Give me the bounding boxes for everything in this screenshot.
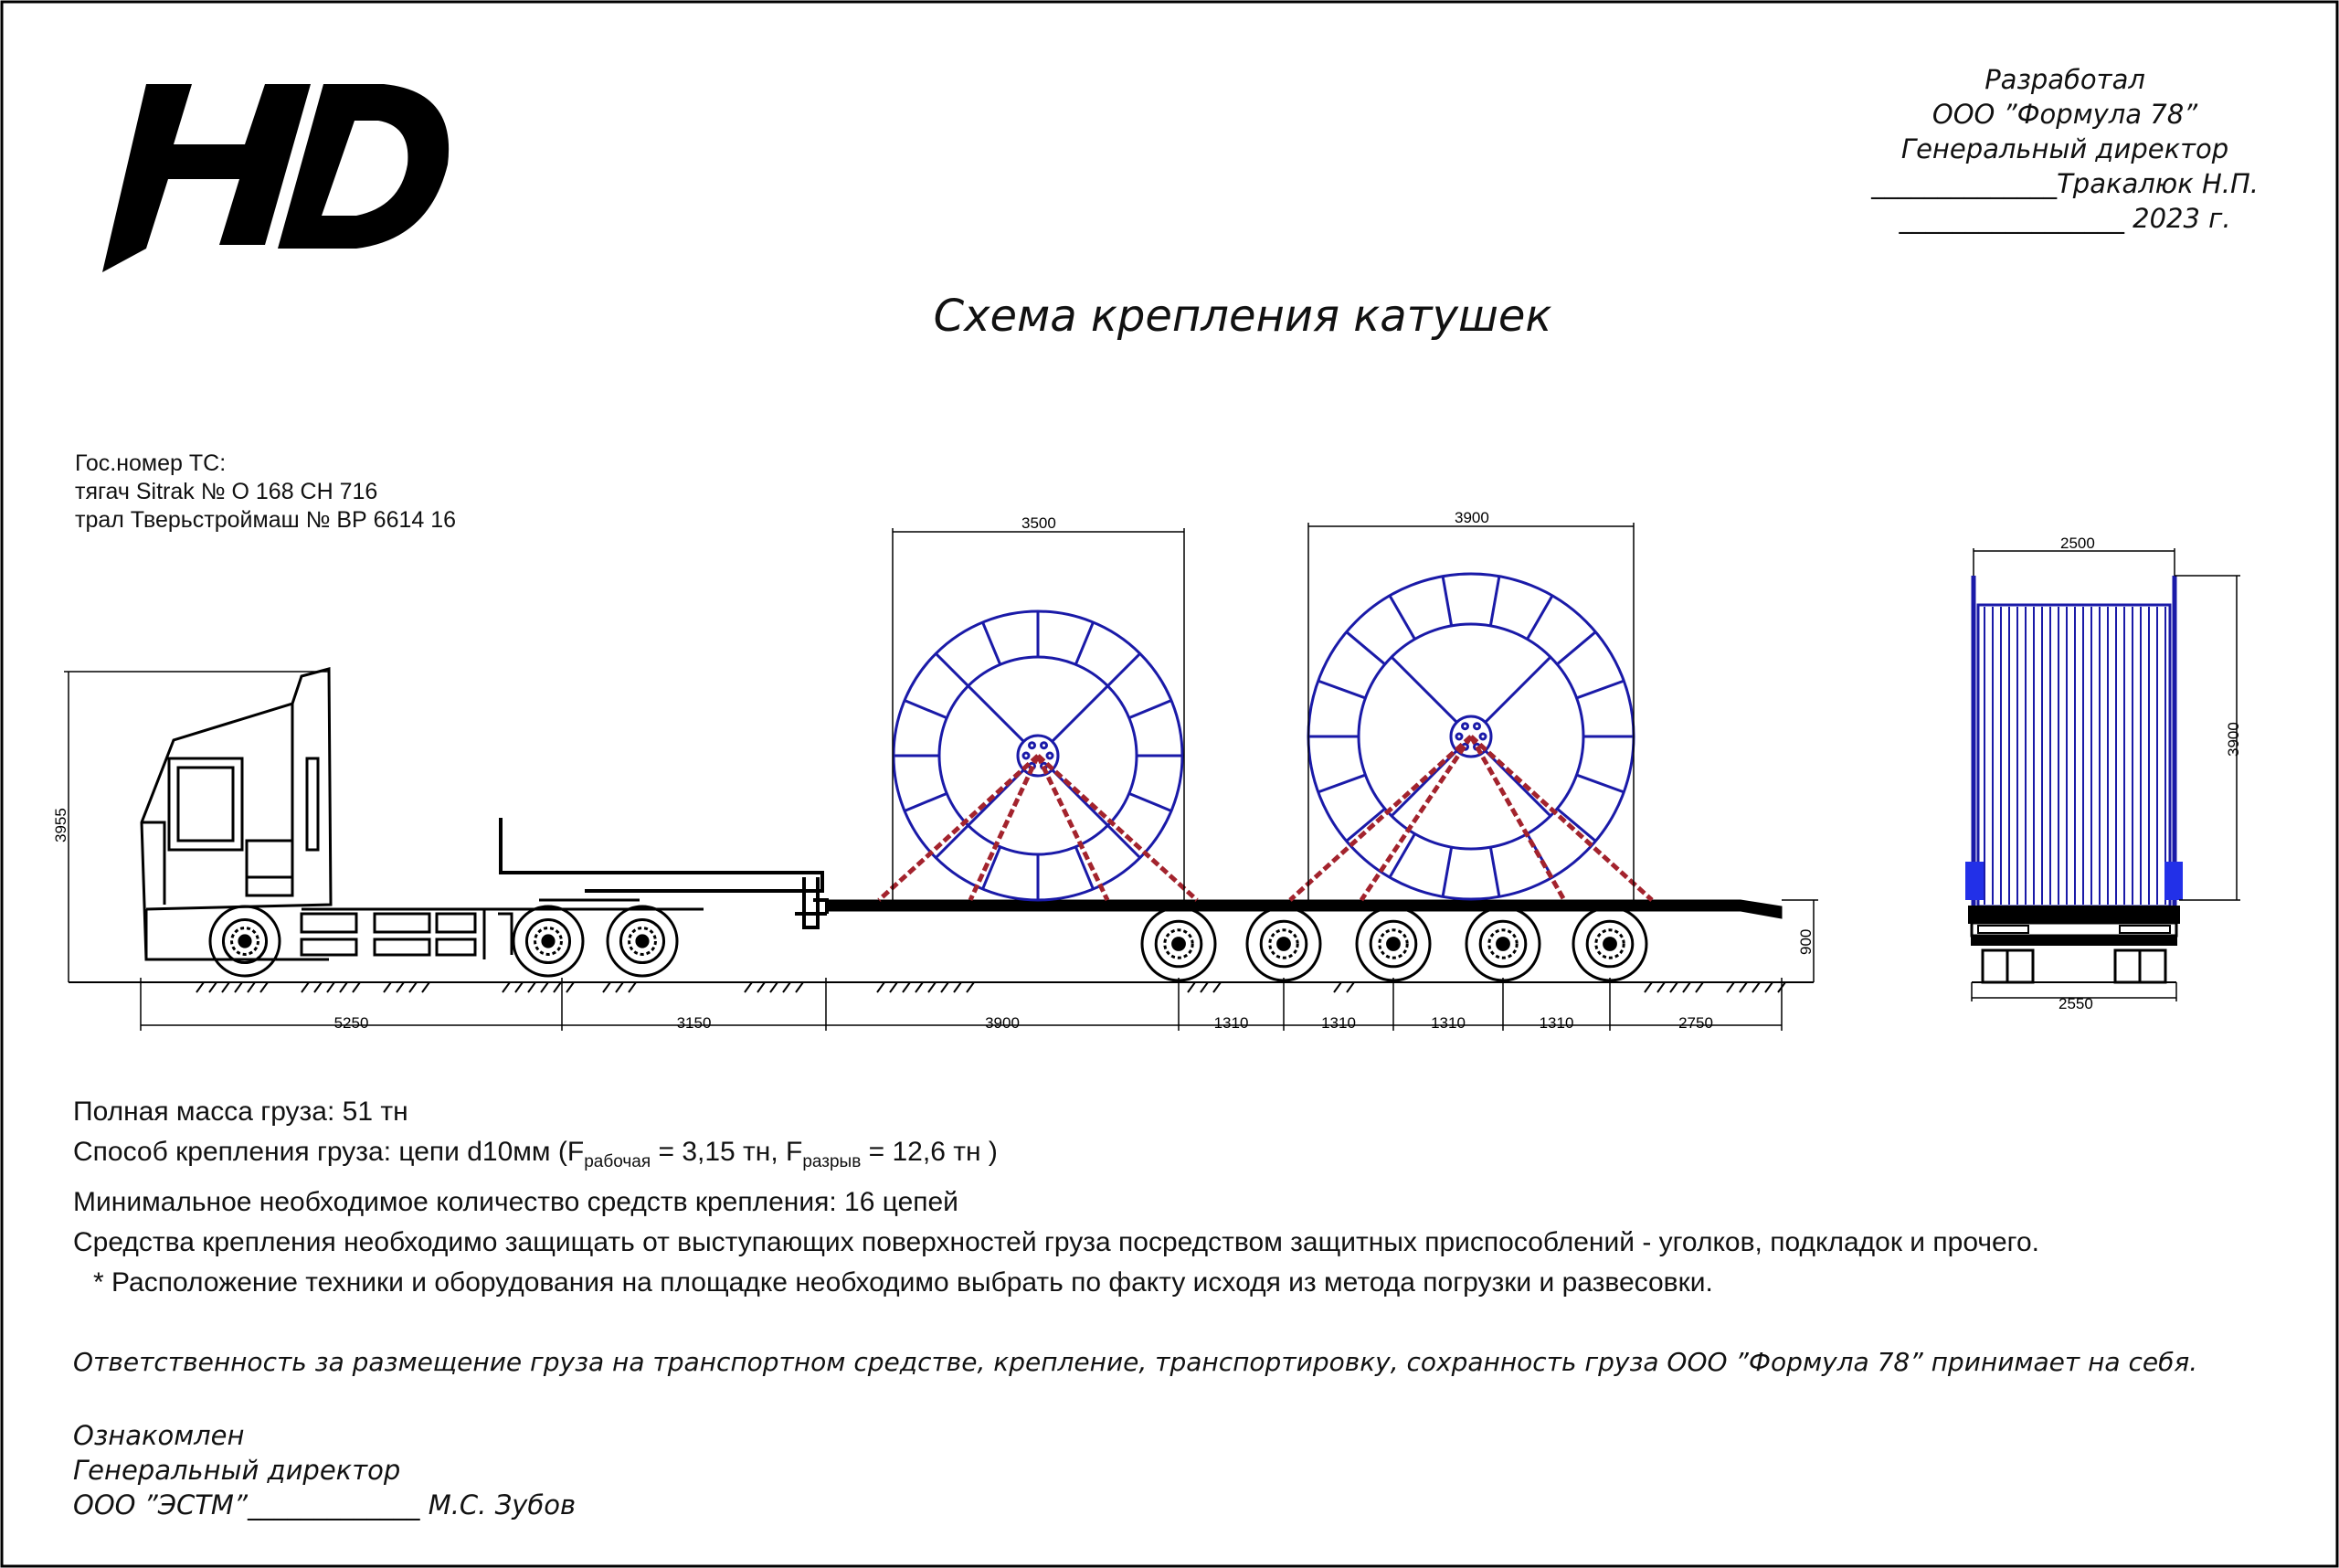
ground-hatch xyxy=(877,982,884,992)
drum-spoke xyxy=(983,622,1000,664)
chain xyxy=(970,756,1038,900)
drum-spoke xyxy=(1318,775,1366,792)
ground-hatch xyxy=(616,982,623,992)
ground-hatch xyxy=(528,982,535,992)
gooseneck xyxy=(501,818,827,927)
chain xyxy=(1290,736,1471,900)
ground-hatch xyxy=(1740,982,1747,992)
ground-hatch xyxy=(260,982,268,992)
ground-hatch xyxy=(397,982,404,992)
dim-bottom-label: 1310 xyxy=(1431,1014,1466,1032)
drum-spoke xyxy=(1577,775,1625,792)
dim-bottom-label: 1310 xyxy=(1321,1014,1356,1032)
drum-spoke xyxy=(936,653,968,685)
ground-hatch xyxy=(1752,982,1760,992)
acknowledgement-block xyxy=(73,1418,576,1522)
drum-spoke xyxy=(905,701,947,718)
dim-bottom-label: 1310 xyxy=(1213,1014,1249,1032)
ground-hatch xyxy=(1188,982,1195,992)
rear-bracket-right xyxy=(2165,863,2182,899)
drum-spoke xyxy=(1075,622,1093,664)
drum-spoke xyxy=(1443,847,1452,896)
dim-deck-height: 900 xyxy=(1797,928,1815,955)
ground-hatch xyxy=(1727,982,1734,992)
securing-method: Способ крепления груза: цепи d10мм ($F_{рабочая} = 3,15$ тн, $F_{разрыв} = 12,6$ тн ) xyxy=(73,1137,998,1171)
approval-block xyxy=(1871,62,2259,236)
trailer-deck xyxy=(827,900,1782,918)
wheel xyxy=(1357,907,1430,980)
vehicle-trailer: трал Тверьстроймаш № ВР 6614 16 xyxy=(75,507,457,533)
vehicle-tractor: тягач Sitrak № О 168 СН 716 xyxy=(75,479,378,504)
dim-truck-height: 3955 xyxy=(52,808,69,842)
dim-bottom-label: 1310 xyxy=(1539,1014,1574,1032)
drum-spoke xyxy=(1557,632,1595,664)
drum-strut xyxy=(1392,657,1456,722)
rear-bracket-left xyxy=(1966,863,1983,899)
wheel xyxy=(1573,907,1646,980)
drum-strut xyxy=(1486,751,1551,816)
ground-hatch xyxy=(302,982,309,992)
ground-hatch xyxy=(566,982,574,992)
drum-strut xyxy=(1053,686,1108,742)
ground-hatch xyxy=(515,982,523,992)
drum-spoke xyxy=(905,793,947,810)
dim-bottom-label: 3900 xyxy=(985,1014,1020,1032)
ack-position: Генеральный директор xyxy=(73,1455,401,1486)
ground-hatch xyxy=(384,982,391,992)
rear-drum-slats xyxy=(1984,607,2165,905)
cargo-info xyxy=(73,1092,2039,1303)
bottom-dimension-labels xyxy=(334,1014,1713,1032)
dim-bottom-label: 5250 xyxy=(333,1014,369,1032)
ground-hatch xyxy=(235,982,242,992)
ground-hatch xyxy=(1765,982,1773,992)
ground-hatch xyxy=(327,982,334,992)
ground-hatch xyxy=(340,982,347,992)
vehicle-registration xyxy=(75,450,456,535)
ground-hatch xyxy=(1347,982,1354,992)
chain xyxy=(1471,736,1652,900)
ground-hatch xyxy=(954,982,961,992)
approval-signature: ______________Тракалюк Н.П. xyxy=(1871,168,2259,199)
dim-rear-top-width: 2500 xyxy=(2060,535,2095,552)
drum-spoke xyxy=(1577,681,1625,698)
ground-hatch xyxy=(1645,982,1652,992)
ground-hatch xyxy=(222,982,229,992)
ground-hatch xyxy=(603,982,610,992)
ground-hatch xyxy=(941,982,948,992)
wheel xyxy=(513,906,583,976)
drum-spoke xyxy=(936,825,968,857)
ground-hatch xyxy=(890,982,897,992)
dim-rear-height: 3900 xyxy=(2225,722,2242,757)
protection-note: Средства крепления необходимо защищать от выступающих поверхностей груза посредством защитных приспособлений - уголков, подкладок и прочего. xyxy=(73,1227,2039,1257)
ground-hatch xyxy=(629,982,636,992)
wheel xyxy=(1142,907,1215,980)
drum-spoke xyxy=(1443,577,1452,626)
wheel xyxy=(210,906,280,976)
ground-hatching xyxy=(196,982,1785,992)
wheel xyxy=(1247,907,1320,980)
ground-hatch xyxy=(248,982,255,992)
ground-hatch xyxy=(196,982,204,992)
dim-bottom-label: 2750 xyxy=(1678,1014,1713,1032)
ground-hatch xyxy=(554,982,561,992)
drum-spoke xyxy=(1347,632,1385,664)
bottom-dimension-ticks xyxy=(141,978,1782,1031)
page-title: Схема крепления катушек xyxy=(933,291,1552,342)
ground-hatch xyxy=(1213,982,1221,992)
drum-spoke xyxy=(1490,577,1499,626)
approval-company: ООО ”Формула 78” xyxy=(1932,99,2198,130)
drum-strut xyxy=(1486,657,1551,722)
trailer-wheels xyxy=(1142,907,1646,980)
dim-drum1-width: 3500 xyxy=(1021,514,1056,532)
ground-hatch xyxy=(1670,982,1678,992)
drum-spoke xyxy=(1557,809,1595,841)
drum-strut xyxy=(968,686,1024,742)
chain xyxy=(879,756,1038,900)
ground-hatch xyxy=(903,982,910,992)
drum-spoke xyxy=(1318,681,1366,698)
ground-hatch xyxy=(796,982,803,992)
ground-hatch xyxy=(422,982,429,992)
chain xyxy=(1471,736,1564,900)
ground-hatch xyxy=(541,982,548,992)
ground-hatch xyxy=(770,982,778,992)
dim-bottom-label: 3150 xyxy=(676,1014,712,1032)
approval-position: Генеральный директор xyxy=(1900,133,2229,164)
chain xyxy=(1038,756,1197,900)
min-chain-count: Минимальное необходимое количество средств крепления: 16 цепей xyxy=(73,1187,958,1217)
vehicle-header: Гос.номер ТС: xyxy=(75,450,227,476)
ground-hatch xyxy=(1696,982,1703,992)
rear-view xyxy=(1966,576,2182,982)
hd-logo xyxy=(102,84,449,272)
ground-hatch xyxy=(353,982,360,992)
ground-hatch xyxy=(915,982,923,992)
ground-hatch xyxy=(409,982,417,992)
ground-hatch xyxy=(1201,982,1208,992)
dim-rear-bottom-width: 2550 xyxy=(2059,995,2093,1012)
responsibility-statement: Ответственность за размещение груза на транспортном средстве, крепление, транспортировку, сохранность груза ООО ”Формула 78” принимает на себя. xyxy=(73,1347,2198,1377)
wheel xyxy=(608,906,677,976)
ground-hatch xyxy=(967,982,974,992)
chain xyxy=(1038,756,1107,900)
ack-signature: ООО ”ЭСТМ”_____________ М.С. Зубов xyxy=(73,1489,577,1520)
ground-hatch xyxy=(757,982,765,992)
placement-note: * Расположение техники и оборудования на площадке необходимо выбрать по факту исходя из метода погрузки и развесовки. xyxy=(93,1267,1713,1298)
ground-hatch xyxy=(1683,982,1690,992)
approval-line: Разработал xyxy=(1984,64,2145,95)
cargo-mass: Полная масса груза: 51 тн xyxy=(73,1097,408,1127)
tractor-wheels xyxy=(210,906,677,976)
dim-drum2-width: 3900 xyxy=(1455,509,1489,526)
ground-hatch xyxy=(1657,982,1665,992)
ack-line: Ознакомлен xyxy=(73,1420,245,1451)
ground-hatch xyxy=(1334,982,1341,992)
rear-deck xyxy=(1969,906,2179,923)
ground-hatch xyxy=(314,982,322,992)
ground-hatch xyxy=(928,982,936,992)
ground-hatch xyxy=(783,982,790,992)
ground-hatch xyxy=(209,982,217,992)
drum-spoke xyxy=(1490,847,1499,896)
drum-spoke xyxy=(1347,809,1385,841)
drum-spoke xyxy=(1390,596,1415,640)
dimension-lines xyxy=(64,523,2240,1025)
approval-date: _________________ 2023 г. xyxy=(1899,203,2231,234)
drum-spoke xyxy=(1107,825,1139,857)
ground-hatch xyxy=(503,982,510,992)
wheel xyxy=(1466,907,1540,980)
ground-hatch xyxy=(745,982,752,992)
drum-spoke xyxy=(1129,701,1171,718)
drum-spoke xyxy=(1528,596,1553,640)
drum-spoke xyxy=(1107,653,1139,685)
drum-spoke xyxy=(1129,793,1171,810)
